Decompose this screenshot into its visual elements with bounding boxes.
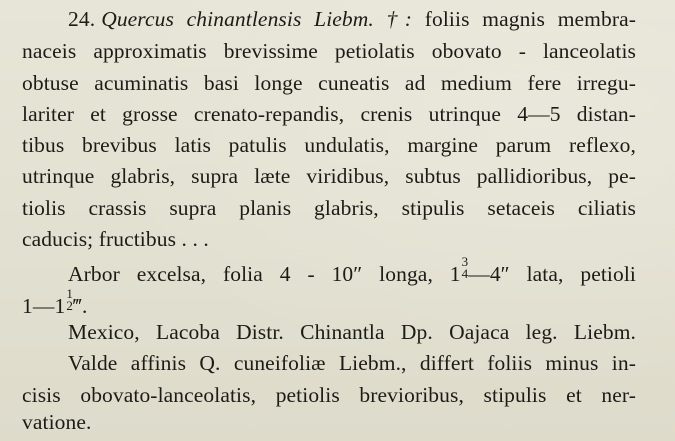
description-text: foliis magnis membra- (424, 7, 636, 31)
measurements-line (68, 256, 636, 290)
locality-line: Mexico, Lacoba Distr. Chinantla Dp. Oajaca leg. Liebm. (68, 320, 636, 344)
description-line: lariter et grosse crenato-repandis, crenis utrinque 4—5 distan- (22, 102, 636, 126)
description-line: caducis; fructibus . . . (22, 227, 209, 251)
description-line: tibus brevibus latis patulis undulatis, margine parum reflexo, (22, 133, 636, 157)
measurements-text: ‴. (72, 294, 88, 318)
entry-number: 24. (68, 7, 96, 31)
fraction-denominator: 4 (461, 266, 469, 281)
remark-line: Valde affinis Q. cuneifoliæ Liebm., differt foliis minus in- (68, 351, 636, 375)
description-line: naceis approximatis brevissime petiolatis obovato - lanceolatis (22, 39, 636, 63)
description-line: tiolis crassis supra planis glabris, stipulis setaceis ciliatis (22, 196, 636, 220)
remark-line: vatione. (22, 410, 92, 434)
fraction-denominator: 2 (66, 298, 73, 313)
measurements-text: —4″ lata, petioli (468, 262, 636, 286)
fraction (66, 288, 73, 312)
description-line: utrinque glabris, supra læte viridibus, subtus pallidioribus, pe- (22, 164, 636, 188)
description-line: obtuse acuminatis basi longe cuneatis ad medium fere irregu- (22, 71, 636, 95)
dagger-symbol: †: (386, 7, 412, 31)
species-name: Quercus chinantlensis Liebm. (101, 7, 374, 31)
remark-line: cisis obovato-lanceolatis, petiolis brevioribus, stipulis et ner- (22, 383, 636, 407)
entry-line-1 (68, 2, 636, 36)
fraction-numerator: 3 (461, 254, 469, 269)
fraction-numerator: 1 (66, 286, 73, 301)
measurements-text: Arbor excelsa, folia 4 - 10″ longa, 1 (68, 262, 461, 286)
measurements-text: 1—1 (22, 294, 66, 318)
